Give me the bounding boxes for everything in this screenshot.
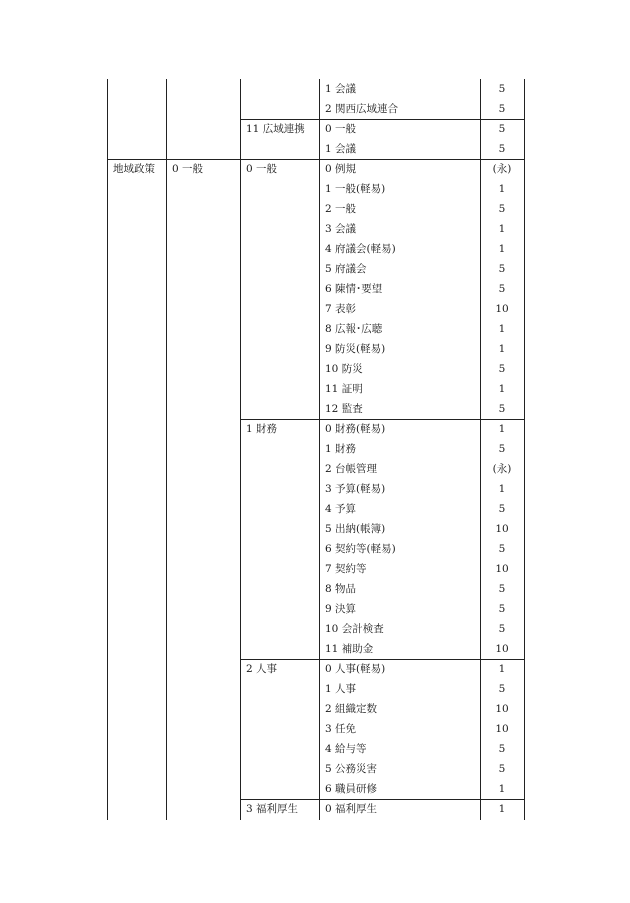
retention-value: 5: [498, 743, 506, 755]
retention-value: 5: [498, 203, 506, 215]
item-label: 1 人事: [325, 683, 357, 695]
item-label: 1 財務: [325, 443, 357, 455]
retention-value: 1: [498, 243, 506, 255]
retention-value: 10: [495, 523, 509, 535]
item-label: 7 契約等: [325, 563, 367, 575]
retention-value: 10: [495, 703, 509, 715]
retention-value: 1: [498, 803, 506, 815]
subgroup-label: 11 広域連携: [246, 123, 305, 135]
item-label: 1 会議: [325, 83, 357, 95]
retention-value: 1: [498, 223, 506, 235]
row-rule: [240, 119, 525, 120]
retention-value: 1: [498, 483, 506, 495]
retention-value: 5: [498, 363, 506, 375]
retention-value: 1: [498, 423, 506, 435]
item-label: 7 表彰: [325, 303, 357, 315]
column-rule-3: [319, 79, 320, 820]
item-label: 10 会計検査: [325, 623, 384, 635]
item-label: 8 物品: [325, 583, 357, 595]
item-label: 2 組織定数: [325, 703, 378, 715]
retention-value: (永): [492, 163, 512, 175]
item-label: 3 会議: [325, 223, 357, 235]
category-label: 地域政策: [113, 163, 155, 175]
retention-value: 5: [498, 623, 506, 635]
item-label: 0 福利厚生: [325, 803, 378, 815]
retention-value: 10: [495, 563, 509, 575]
item-label: 5 府議会: [325, 263, 367, 275]
retention-value: 5: [498, 103, 506, 115]
row-rule: [107, 159, 525, 160]
item-label: 4 府議会(軽易): [325, 243, 396, 255]
column-rule-1: [166, 79, 167, 820]
item-label: 1 一般(軽易): [325, 183, 386, 195]
retention-value: 10: [495, 723, 509, 735]
item-label: 11 証明: [325, 383, 363, 395]
retention-value: 10: [495, 303, 509, 315]
retention-value: 1: [498, 323, 506, 335]
retention-value: 1: [498, 663, 506, 675]
item-label: 8 広報･広聴: [325, 323, 383, 335]
retention-value: 5: [498, 123, 506, 135]
retention-value: 1: [498, 183, 506, 195]
item-label: 3 任免: [325, 723, 357, 735]
retention-value: 5: [498, 403, 506, 415]
item-label: 11 補助金: [325, 643, 374, 655]
item-label: 2 台帳管理: [325, 463, 378, 475]
group-label: 2 人事: [246, 663, 278, 675]
retention-value: 1: [498, 383, 506, 395]
item-label: 0 一般: [325, 123, 357, 135]
item-label: 4 予算: [325, 503, 357, 515]
retention-value: 5: [498, 583, 506, 595]
item-label: 5 出納(帳簿): [325, 523, 386, 535]
column-rule-0: [107, 79, 108, 820]
retention-value: 1: [498, 783, 506, 795]
item-label: 0 例規: [325, 163, 357, 175]
item-label: 4 給与等: [325, 743, 367, 755]
item-label: 12 監査: [325, 403, 363, 415]
group-label: 1 財務: [246, 423, 278, 435]
retention-value: 5: [498, 603, 506, 615]
column-rule-2: [240, 79, 241, 820]
item-label: 5 公務災害: [325, 763, 378, 775]
retention-value: 1: [498, 343, 506, 355]
retention-value: 5: [498, 443, 506, 455]
item-label: 3 予算(軽易): [325, 483, 386, 495]
item-label: 0 人事(軽易): [325, 663, 386, 675]
retention-value: 10: [495, 643, 509, 655]
retention-value: 5: [498, 543, 506, 555]
item-label: 10 防災: [325, 363, 363, 375]
item-label: 2 関西広域連合: [325, 103, 399, 115]
item-label: 1 会議: [325, 143, 357, 155]
retention-value: 5: [498, 83, 506, 95]
retention-value: 5: [498, 683, 506, 695]
retention-value: 5: [498, 143, 506, 155]
item-label: 9 決算: [325, 603, 357, 615]
group-label: 3 福利厚生: [246, 803, 299, 815]
item-label: 9 防災(軽易): [325, 343, 386, 355]
retention-value: 5: [498, 283, 506, 295]
retention-value: 5: [498, 763, 506, 775]
item-label: 6 職員研修: [325, 783, 378, 795]
retention-value: 5: [498, 503, 506, 515]
item-label: 0 財務(軽易): [325, 423, 386, 435]
item-label: 6 契約等(軽易): [325, 543, 396, 555]
item-label: 2 一般: [325, 203, 357, 215]
retention-value: 5: [498, 263, 506, 275]
subcategory-label: 0 一般: [172, 163, 204, 175]
retention-value: (永): [492, 463, 512, 475]
item-label: 6 陳情･要望: [325, 283, 383, 295]
group-label: 0 一般: [246, 163, 278, 175]
